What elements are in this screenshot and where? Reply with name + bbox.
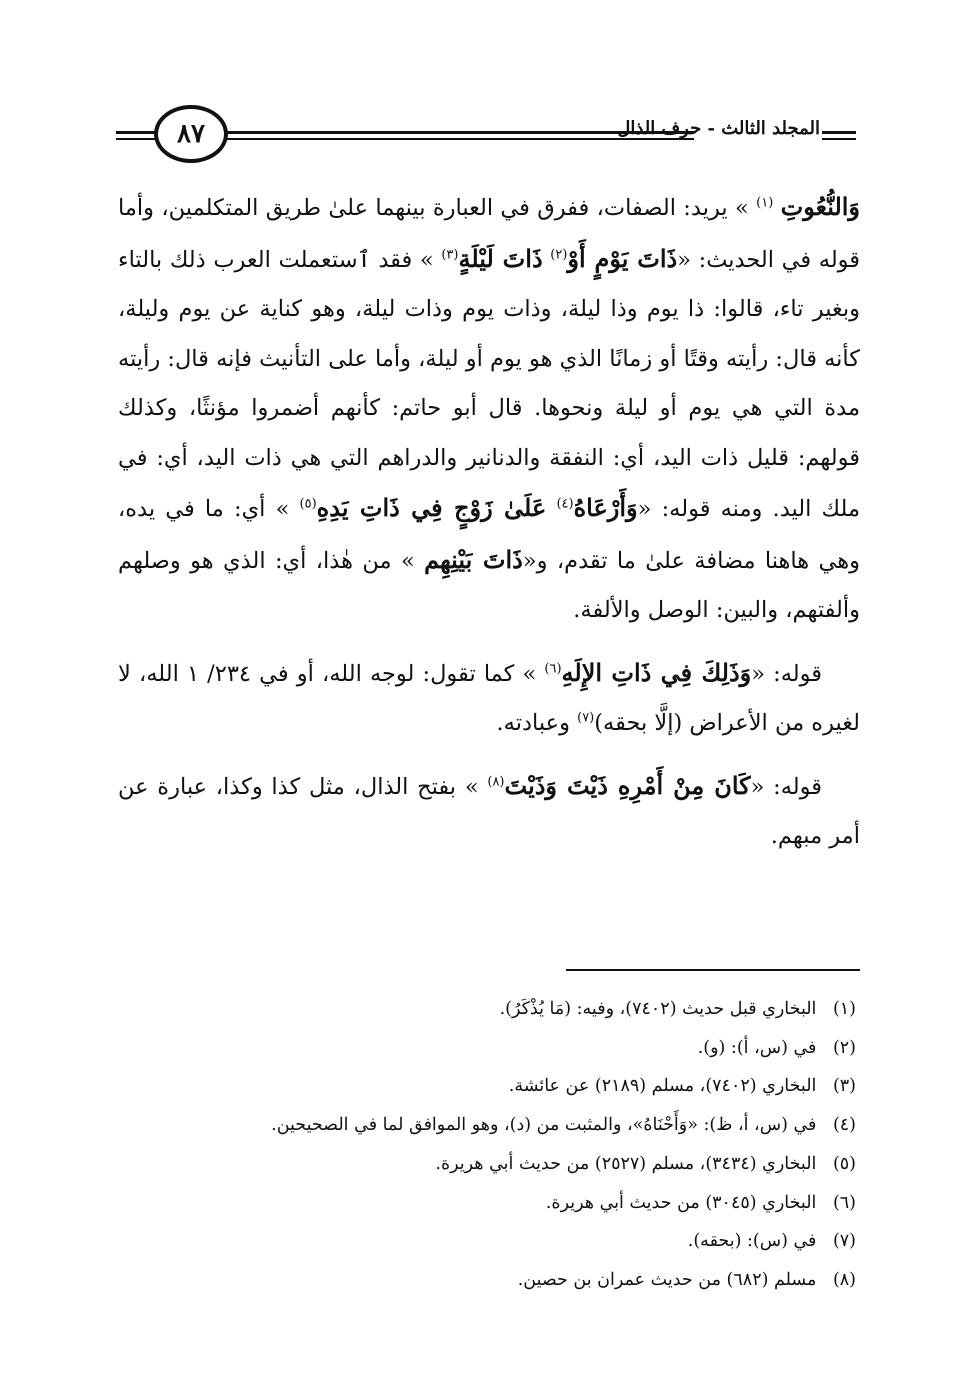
header-rule xyxy=(822,131,856,134)
text-run: قوله: « xyxy=(750,773,823,800)
footnote-text: في (س، أ، ظ): «وَأَحْنَاهُ»، والمثبت من (د)، وهو الموافق لما في الصحيحين. xyxy=(271,1115,817,1136)
footnote-text: البخاري (٣٠٤٥) من حديث أبي هريرة. xyxy=(545,1192,817,1213)
footnote-ref-7[interactable]: (٧) xyxy=(577,710,595,726)
paragraph-1 xyxy=(118,182,860,636)
text-run: » كما تقول: لوجه الله، أو في ٢٣٤/ ١ الله، لا لغيره من الأعراض (إلَّا بحقه) xyxy=(118,660,860,736)
footnote-item xyxy=(120,1029,860,1068)
quoted-word: وَالنُّعُوتِ xyxy=(780,192,861,221)
page-number: ٨٧ xyxy=(154,105,228,163)
footnote-ref-4[interactable]: (٤) xyxy=(556,496,574,512)
footnote-number: (٣) xyxy=(832,1076,856,1097)
text-run: » من هٰذا، أي: الذي هو وصلهم وألفتهم، والبين: الوصل والألفة. xyxy=(118,547,860,623)
footnote-text: في (س): (بحقه). xyxy=(687,1231,817,1252)
footnote-item xyxy=(120,1261,860,1300)
footnote-number: (٦) xyxy=(832,1192,856,1213)
footnote-text: مسلم (٦٨٢) من حديث عمران بن حصين. xyxy=(517,1269,817,1290)
footnote-number: (٤) xyxy=(832,1115,856,1136)
quoted-phrase: وَأَرْعَاهُ xyxy=(573,493,638,522)
footnote-item xyxy=(120,1222,860,1261)
quoted-phrase: ذَاتَ يَوْمٍ أَوْ xyxy=(567,243,678,273)
text-run: » فقد ٱستعملت العرب xyxy=(213,246,434,273)
footnote-ref-1[interactable]: (١) xyxy=(756,195,774,211)
footnote-ref-5[interactable]: (٥) xyxy=(299,496,317,512)
header-rule xyxy=(822,138,856,140)
footnote-separator xyxy=(566,969,860,971)
footnote-ref-2[interactable]: (٢) xyxy=(550,247,568,262)
text-run: » أي: ما في يده، وهي هاهنا مضافة علىٰ ما تقدم، و« xyxy=(118,496,860,574)
text-run: وأما قوله في الحديث: « xyxy=(118,195,861,273)
footnotes xyxy=(120,990,860,1300)
page-header xyxy=(116,100,856,170)
footnote-ref-6[interactable]: (٦) xyxy=(544,661,562,676)
main-text xyxy=(118,182,860,862)
footnote-item xyxy=(120,1106,860,1145)
paragraph-2 xyxy=(118,648,860,749)
footnote-item xyxy=(120,1067,860,1106)
quoted-phrase: كَانَ مِنْ أَمْرِهِ ذَيْتَ وَذَيْتَ xyxy=(504,770,751,800)
footnote-text: البخاري (٣٤٣٤)، مسلم (٢٥٢٧) من حديث أبي هريرة. xyxy=(435,1153,817,1174)
footnote-item xyxy=(120,990,860,1029)
footnote-number: (٨) xyxy=(832,1269,856,1290)
footnote-item xyxy=(120,1184,860,1223)
footnote-number: (٢) xyxy=(832,1037,856,1058)
footnote-text: البخاري قبل حديث (٧٤٠٢)، وفيه: (مَا يُذْكَرُ). xyxy=(499,999,817,1019)
text-run: « xyxy=(637,496,652,522)
quoted-phrase: وَذَلِكَ فِي ذَاتِ الإِلَهِ xyxy=(561,657,752,687)
text-run: قوله: « xyxy=(751,660,823,687)
quoted-phrase: عَلَىٰ زَوْجٍ فِي ذَاتِ يَدِهِ xyxy=(316,493,547,522)
quoted-phrase: ذَاتَ بَيْنِهِم xyxy=(424,544,523,574)
running-title: المجلد الثالث - حرف الذال xyxy=(617,118,820,139)
text-run: » بفتح الذال، مثل كذا وكذا، عبارة عن أمر مبهم. xyxy=(118,773,860,849)
footnote-number: (٥) xyxy=(832,1153,856,1174)
footnote-text: في (س، أ): (و). xyxy=(697,1037,817,1058)
text-run: » يريد: الصفات، ففرق في العبارة بينهما علىٰ طريق المتكلمين، xyxy=(161,195,749,221)
footnote-ref-3[interactable]: (٣) xyxy=(441,247,459,262)
footnote-number: (١) xyxy=(832,999,856,1019)
footnote-number: (٧) xyxy=(832,1231,856,1252)
quoted-phrase: ذَاتَ لَيْلَةٍ xyxy=(458,243,543,273)
footnote-text: البخاري (٧٤٠٢)، مسلم (٢١٨٩) عن عائشة. xyxy=(508,1076,817,1097)
footnote-ref-8[interactable]: (٨) xyxy=(487,774,505,789)
footnote-item xyxy=(120,1145,860,1184)
text-run: ذلك بالتاء وبغير تاء، قالوا: ذا يوم وذا ليلة، وذات يوم وذات ليلة، وهو كناية عن يوم وليلة، كأنه قال: رأيته وقتًا أو زمانًا الذي هو يوم أو ليلة، وأما على التأنيث فإنه قال: رأيته مدة التي هي يوم أو ليلة ونحوها. قال أبو حاتم: كأنهم أضمروا مؤنثًا، وكذلك قولهم: قليل ذات اليد، أي: النفقة والدنانير والدراهم التي هي ذات اليد، أي: في ملك اليد. ومنه قوله: xyxy=(118,246,861,522)
text-run: وعبادته. xyxy=(496,710,570,736)
paragraph-3 xyxy=(118,761,860,862)
